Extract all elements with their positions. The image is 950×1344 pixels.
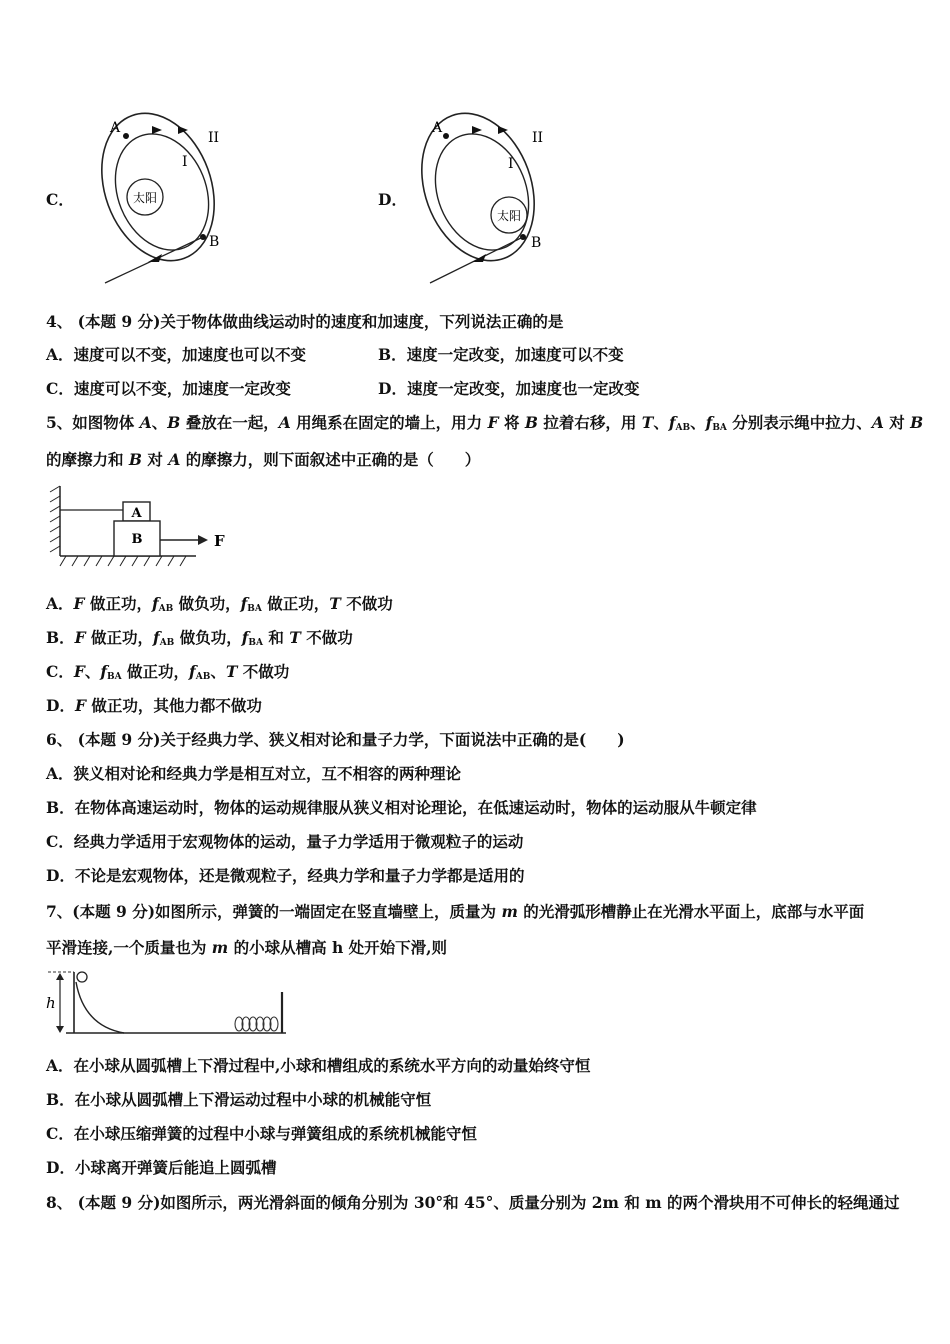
q7-option-d: D．小球离开弹簧后能追上圆弧槽: [46, 1158, 277, 1177]
q5-option-a: A．F 做正功，$f_{AB}$ 做负功，$f_{BA}$ 做正功，T 不做功: [46, 594, 393, 614]
point-a-dot: [443, 133, 449, 139]
q4-option-b: B．速度一定改变，加速度可以不变: [378, 345, 624, 364]
orbit-i-ellipse: [419, 120, 546, 264]
block-b-label: B: [131, 532, 143, 547]
force-label: F: [214, 532, 225, 550]
q5-diagram: [46, 482, 246, 574]
point-a-label: A: [110, 120, 121, 136]
point-a-dot: [123, 133, 129, 139]
q6-option-d: D．不论是宏观物体，还是微观粒子，经典力学和量子力学都是适用的: [46, 866, 525, 885]
q4-option-c: C．速度可以不变，加速度一定改变: [46, 379, 291, 398]
arrow-up-icon: [56, 973, 64, 980]
height-label: h: [46, 994, 56, 1012]
wall-hatch: [50, 486, 60, 552]
q6-option-b: B．在物体高速运动时，物体的运动规律服从狭义相对论理论，在低速运动时，物体的运动服从牛顿定律: [46, 798, 757, 817]
orbit-i-label: I: [508, 156, 514, 172]
q5-option-c: C．F、$f_{BA}$ 做正功，$f_{AB}$、T 不做功: [46, 662, 290, 682]
orbit-ii-label: II: [208, 130, 220, 146]
orbit-ii-label: II: [532, 130, 544, 146]
q6-option-a: A．狭义相对论和经典力学是相互对立，互不相容的两种理论: [46, 764, 462, 783]
q5-stem-line1: 5、如图物体 A、B 叠放在一起，A 用绳系在固定的墙上，用力 F 将 B 拉着右移，用 T、$f_{AB}$、$f_{BA}$ 分别表示绳中拉力、A 对 B: [46, 413, 924, 433]
q4-stem: 4、 (本题 9 分)关于物体做曲线运动时的速度和加速度，下列说法正确的是: [46, 312, 564, 331]
q4-option-a: A．速度可以不变，加速度也可以不变: [46, 345, 307, 364]
sun-label: 太阳: [132, 191, 158, 205]
q5-stem-line2: 的摩擦力和 B 对 A 的摩擦力，则下面叙述中正确的是（ ）: [46, 450, 481, 469]
q7-option-a: A．在小球从圆弧槽上下滑过程中,小球和槽组成的系统水平方向的动量始终守恒: [46, 1056, 591, 1075]
point-a-label: A: [432, 120, 443, 136]
q5-option-b: B．F 做正功，$f_{AB}$ 做负功，$f_{BA}$ 和 T 不做功: [46, 628, 353, 648]
q7-stem-line1: 7、(本题 9 分)如图所示，弹簧的一端固定在竖直墙壁上，质量为 m 的光滑弧形槽静止在光滑水平面上，底部与水平面: [46, 902, 865, 921]
q3-option-c-diagram: [90, 110, 240, 290]
q6-option-c: C．经典力学适用于宏观物体的运动，量子力学适用于微观粒子的运动: [46, 832, 524, 851]
block-a-label: A: [131, 506, 142, 521]
q7-option-b: B．在小球从圆弧槽上下滑运动过程中小球的机械能守恒: [46, 1090, 432, 1109]
q6-stem: 6、 (本题 9 分)关于经典力学、狭义相对论和量子力学，下面说法中正确的是( ): [46, 730, 625, 749]
ball-circle: [77, 972, 87, 982]
q3-option-c-label: C．: [46, 190, 74, 209]
q7-diagram: [44, 968, 294, 1040]
q7-option-c: C．在小球压缩弹簧的过程中小球与弹簧组成的系统机械能守恒: [46, 1124, 477, 1143]
q5-option-d: D．F 做正功，其他力都不做功: [46, 696, 262, 715]
floor-hatch: [60, 556, 186, 566]
q8-stem: 8、 (本题 9 分)如图所示，两光滑斜面的倾角分别为 30°和 45°、质量分别为 2m 和 m 的两个滑块用不可伸长的轻绳通过: [46, 1193, 900, 1212]
groove-arc: [76, 982, 124, 1033]
q3-option-d-label: D．: [378, 190, 407, 209]
spring-icon: [235, 1017, 278, 1031]
orbit-i-label: I: [182, 154, 188, 170]
point-b-label: B: [209, 234, 220, 250]
q7-stem-line2: 平滑连接,一个质量也为 m 的小球从槽高 h 处开始下滑,则: [46, 938, 448, 957]
sun-label: 太阳: [496, 209, 522, 223]
arrow-icon: [152, 126, 162, 134]
arrow-icon: [472, 126, 482, 134]
force-arrow-icon: [198, 535, 208, 545]
q3-option-d-diagram: [410, 110, 560, 290]
point-b-label: B: [531, 235, 542, 251]
arrow-down-icon: [56, 1026, 64, 1033]
q4-option-d: D．速度一定改变，加速度也一定改变: [378, 379, 640, 398]
